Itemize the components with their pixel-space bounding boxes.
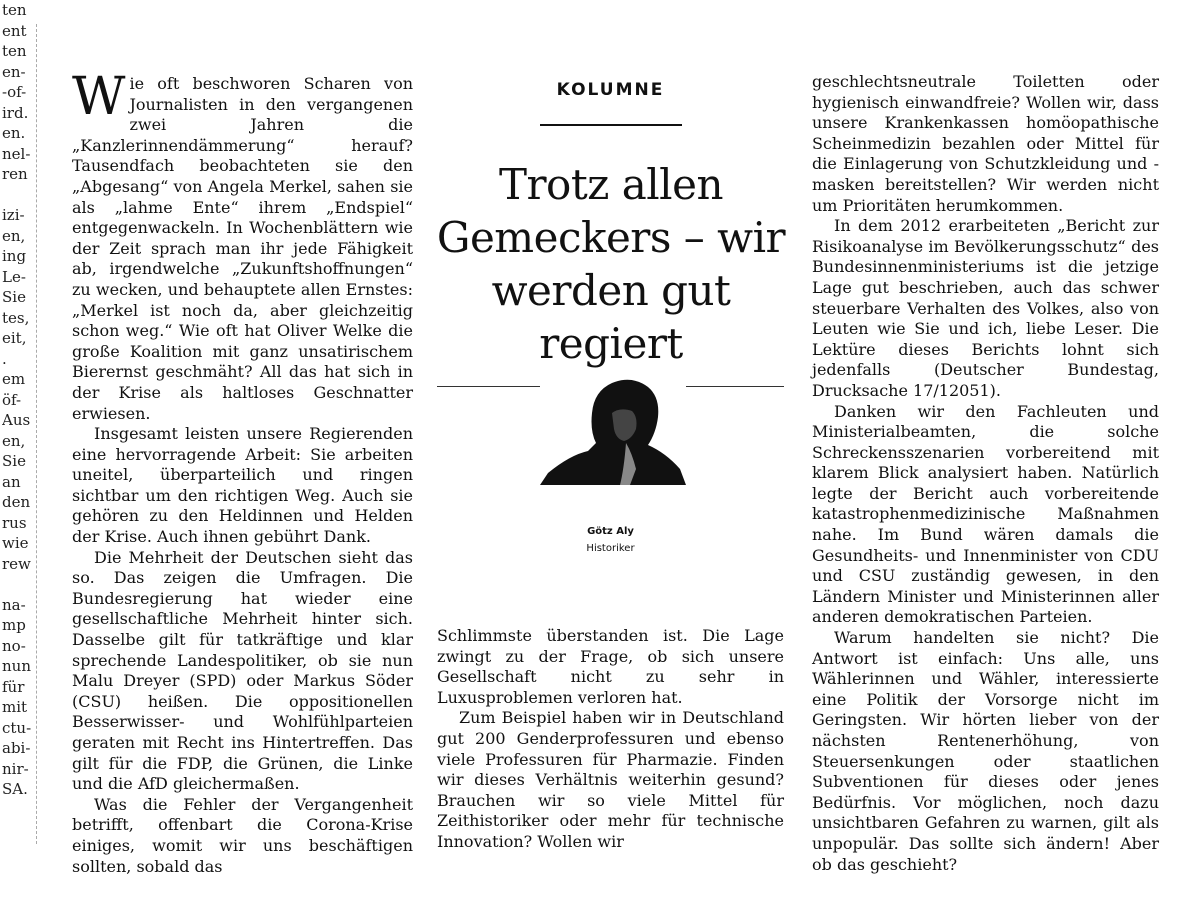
margin-fragment-line: -of- xyxy=(2,83,27,101)
margin-fragment-line: mp xyxy=(2,616,26,634)
margin-fragment-line: an xyxy=(2,472,21,491)
margin-fragment-line: den xyxy=(2,493,31,511)
paragraph-8: In dem 2012 erarbeiteten „Bericht zur Risikoanalyse im Bevölkerungsschutz“ des Bundesinnenministeriums ist die jetzige Lage gut beschrieben, auch das schwer steuerbare Verhalten des Volkes, also von Leuten wie Sie und ich, liebe Leser. Die Lektüre dieses Berichts lohnt sich jedenfalls (Deutscher Bundestag, Drucksache 17/12051). xyxy=(812,216,1159,400)
margin-fragment-line: en, xyxy=(2,431,26,450)
margin-fragment-line: ent xyxy=(2,21,27,40)
adjacent-column-fragments xyxy=(2,0,38,800)
margin-fragment-line: en- xyxy=(2,62,26,81)
margin-fragment-line: Sie xyxy=(2,288,26,306)
margin-fragment-line: wie xyxy=(2,534,29,552)
margin-fragment-line: mit xyxy=(2,698,28,716)
margin-fragment-line: Le- xyxy=(2,267,26,286)
margin-fragment-line: izi- xyxy=(2,206,25,224)
paragraph-9: Danken wir den Fachleuten und Ministerialbeamten, die solche Schreckensszenarien vorbereitend mit klarem Blick analysiert haben. Natürlich legte der Bericht auch vorbereitende katastrophenmedizinische Maßnahmen nahe. Im Bund wären damals die Gesundheits- und Innenminister von CDU und CSU zuständig gewesen, in den Ländern Minister und Ministerinnen aller anderen demokratischen Parteien. xyxy=(812,401,1159,627)
paragraph-4: Was die Fehler der Vergangenheit betrifft, offenbart die Corona-Krise einiges, womit wir uns beschäftigen sollten, sobald das xyxy=(72,794,413,876)
margin-fragment-line: . xyxy=(2,349,7,368)
margin-fragment-line: ren xyxy=(2,165,28,183)
author-byline xyxy=(437,523,784,557)
paragraph-10: Warum handelten sie nicht? Die Antwort ist einfach: Uns alle, uns Wählerinnen und Wähler, interessierte eine Politik der Vorsorge nicht im Geringsten. Wir hörten lieber von der nächsten Rentenerhöhung, von Steuersenkungen oder staatlichen Subventionen für dieses oder jenes Bedürfnis. Vor möglichen, noch dazu unsichtbaren Gefahren zu warnen, gilt als unpopulär. Das sollte sich ändern! Aber ob das geschieht? xyxy=(812,628,1159,874)
margin-fragment-line: ctu- xyxy=(2,718,32,737)
margin-fragment-line: Sie xyxy=(2,452,26,470)
margin-fragment-line: nir- xyxy=(2,759,29,778)
paragraph-6: Zum Beispiel haben wir in Deutschland gut 200 Genderprofessuren und ebenso viele Professuren für Pharmazie. Finden wir dieses Verhältnis weiterhin gesund? Brauchen wir so viele Mittel für Zeithistoriker oder mehr für technische Innovation? Wollen wir xyxy=(437,708,784,851)
margin-fragment-line: ird. xyxy=(2,103,29,122)
author-name: Götz Aly xyxy=(587,526,634,537)
paragraph-1-text: ie oft beschworen Scharen von Journalisten in den vergangenen zwei Jahren die „Kanzlerinnendämmerung“ herauf? Tausendfach beobachteten sie den „Abgesang“ von Angela Merkel, sahen sie als „lahme Ente“ ihrem „Endspiel“ entgegenwackeln. In Wochenblättern wie der Zeit sprach man ihr jede Fähigkeit ab, irgendwelche „Zukunftshoffnungen“ zu wecken, und behauptete allen Ernstes: „Merkel ist noch da, aber gleichzeitig schon weg.“ Wie oft hat Oliver Welke die große Koalition mit ganz unsatirischem Bierernst geschmäht? All das hat sich in der Krise als haltloses Geschnatter erwiesen. xyxy=(72,74,413,423)
margin-fragment-line: no- xyxy=(2,636,26,655)
kicker-rule xyxy=(540,124,682,126)
margin-fragment-line: tes, xyxy=(2,308,30,327)
author-role: Historiker xyxy=(586,543,635,554)
author-portrait xyxy=(540,373,686,485)
margin-fragment-line: ten xyxy=(2,1,27,19)
margin-fragment-line: em xyxy=(2,370,26,388)
article-column-2 xyxy=(437,626,784,853)
paragraph-2: Insgesamt leisten unsere Regierenden eine hervorragende Arbeit: Sie arbeiten uneitel, überparteilich und ringen sichtbar um den richtigen Weg. Auch sie gehören zu den Heldinnen und Helden der Krise. Auch ihnen gebührt Dank. xyxy=(72,424,413,547)
margin-fragment-line: SA. xyxy=(2,780,28,798)
dropcap: W xyxy=(72,67,126,127)
margin-fragment-line: für xyxy=(2,677,25,696)
margin-fragment-line: nel- xyxy=(2,144,31,163)
paragraph-5: Schlimmste überstanden ist. Die Lage zwingt zu der Frage, ob sich unsere Gesellschaft nicht zu sehr in Luxusproblemen verloren hat. xyxy=(437,626,784,707)
section-kicker: KOLUMNE xyxy=(556,80,665,100)
paragraph-3: Die Mehrheit der Deutschen sieht das so. Das zeigen die Umfragen. Die Bundesregierung hat wieder eine gesellschaftliche Mehrheit hinter sich. Dasselbe gilt für tatkräftige und klar sprechende Landespolitiker, ob sie nun Malu Dreyer (SPD) oder Markus Söder (CSU) heißen. Die oppositionellen Besserwisser- und Wohlfühlparteien geraten mit Recht ins Hintertreffen. Das gilt für die FDP, die Grünen, die Linke und die AfD gleichermaßen. xyxy=(72,547,413,794)
headline: Trotz allen Gemeckers – wir werden gut regiert xyxy=(436,160,786,368)
margin-fragment-line: eit, xyxy=(2,329,27,347)
margin-fragment-line: en, xyxy=(2,226,26,245)
margin-fragment-line: en. xyxy=(2,124,26,142)
margin-fragment-line xyxy=(2,574,38,595)
margin-fragment-line xyxy=(2,185,38,206)
margin-fragment-line: abi- xyxy=(2,739,31,757)
article-column-1 xyxy=(72,67,413,877)
margin-fragment-line: nun xyxy=(2,657,31,675)
margin-fragment-line: na- xyxy=(2,595,26,614)
margin-fragment-line: Aus xyxy=(2,411,31,429)
margin-fragment-line: rew xyxy=(2,554,31,573)
paragraph-1 xyxy=(72,67,413,424)
margin-fragment-line: rus xyxy=(2,513,27,532)
paragraph-7: geschlechtsneutrale Toiletten oder hygienisch einwandfreie? Wollen wir, dass unsere Krankenkassen homöopathische Scheinmedizin bezahlen oder Mittel für die Einlagerung von Schutzkleidung und -masken bereitstellen? Wir werden nicht um Prioritäten herumkommen. xyxy=(812,72,1159,215)
margin-fragment-line: öf- xyxy=(2,390,22,409)
margin-fragment-line: ing xyxy=(2,247,27,265)
column-divider xyxy=(36,24,37,844)
margin-fragment-line: ten xyxy=(2,42,27,60)
article-column-3 xyxy=(812,72,1159,875)
